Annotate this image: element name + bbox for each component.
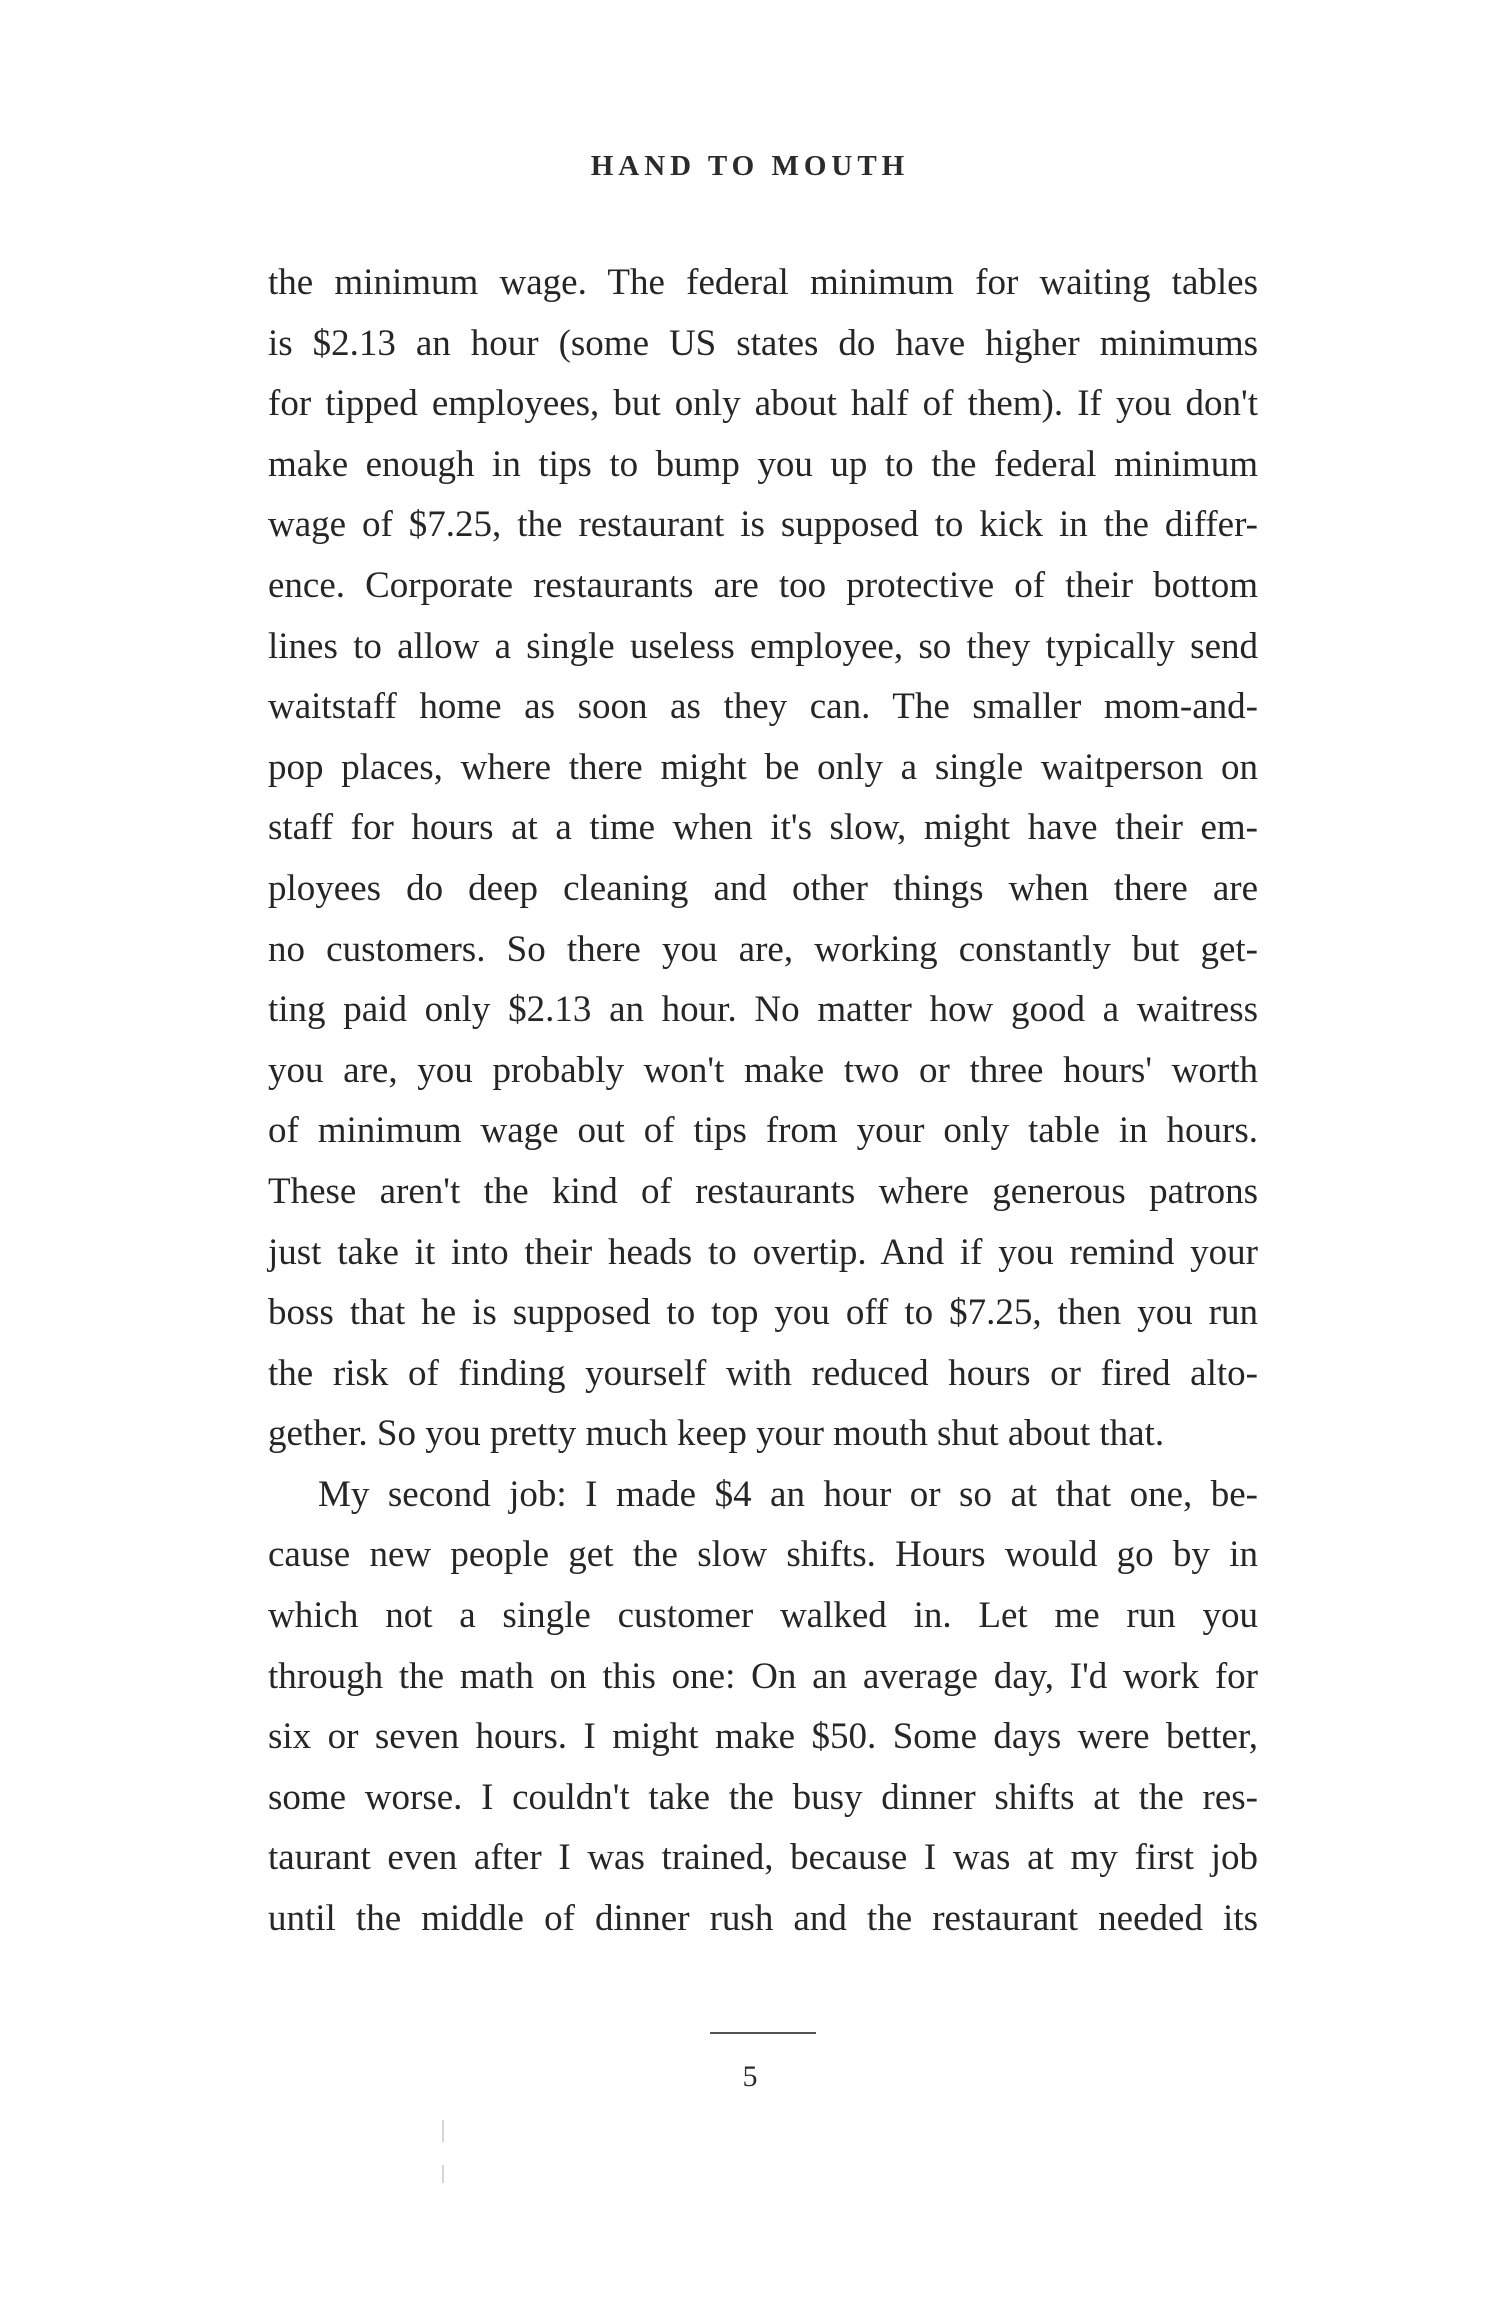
body-line: no customers. So there you are, working constantly but get-: [268, 928, 1258, 970]
body-line: pop places, where there might be only a single waitperson on: [268, 746, 1258, 788]
body-line: of minimum wage out of tips from your only table in hours.: [268, 1110, 1258, 1152]
body-line: which not a single customer walked in. Let me run you: [268, 1595, 1258, 1637]
body-line: gether. So you pretty much keep your mouth shut about that.: [268, 1413, 1165, 1455]
body-line: lines to allow a single useless employee, so they typically send: [268, 625, 1258, 667]
body-line: just take it into their heads to overtip. And if you remind your: [268, 1231, 1258, 1273]
body-line: taurant even after I was trained, because I was at my first job: [268, 1837, 1258, 1879]
body-line: for tipped employees, but only about half of them). If you don't: [268, 383, 1258, 425]
body-line: cause new people get the slow shifts. Hours would go by in: [268, 1534, 1258, 1576]
body-line: ence. Corporate restaurants are too protective of their bottom: [268, 564, 1258, 606]
body-line: six or seven hours. I might make $50. Some days were better,: [268, 1716, 1258, 1758]
body-line: staff for hours at a time when it's slow, might have their em-: [268, 807, 1258, 849]
body-line: make enough in tips to bump you up to the federal minimum: [268, 443, 1258, 485]
body-line: boss that he is supposed to top you off to $7.25, then you run: [268, 1292, 1258, 1334]
folio-rule: [710, 2032, 816, 2034]
body-line: ployees do deep cleaning and other things when there are: [268, 867, 1258, 909]
body-line: some worse. I couldn't take the busy dinner shifts at the res-: [268, 1776, 1258, 1818]
body-line: ting paid only $2.13 an hour. No matter how good a waitress: [268, 989, 1258, 1031]
running-head: HAND TO MOUTH: [590, 150, 910, 182]
scan-artifact: [442, 2165, 444, 2183]
scan-artifact: [442, 2120, 444, 2142]
body-line: through the math on this one: On an average day, I'd work for: [268, 1655, 1258, 1697]
body-line: wage of $7.25, the restaurant is supposed to kick in the differ-: [268, 504, 1258, 546]
page-number: 5: [742, 2060, 758, 2093]
body-line: These aren't the kind of restaurants where generous patrons: [268, 1170, 1258, 1212]
body-line: the minimum wage. The federal minimum for waiting tables: [268, 262, 1258, 303]
body-line: waitstaff home as soon as they can. The smaller mom-and-: [268, 686, 1258, 728]
body-line: the risk of finding yourself with reduced hours or fired alto-: [268, 1352, 1258, 1394]
body-line: is $2.13 an hour (some US states do have higher minimums: [268, 322, 1258, 364]
body-line: My second job: I made $4 an hour or so at that one, be-: [318, 1473, 1258, 1515]
body-text: [268, 253, 1258, 1950]
body-line: until the middle of dinner rush and the restaurant needed its: [268, 1898, 1258, 1940]
body-line: you are, you probably won't make two or three hours' worth: [268, 1049, 1258, 1091]
